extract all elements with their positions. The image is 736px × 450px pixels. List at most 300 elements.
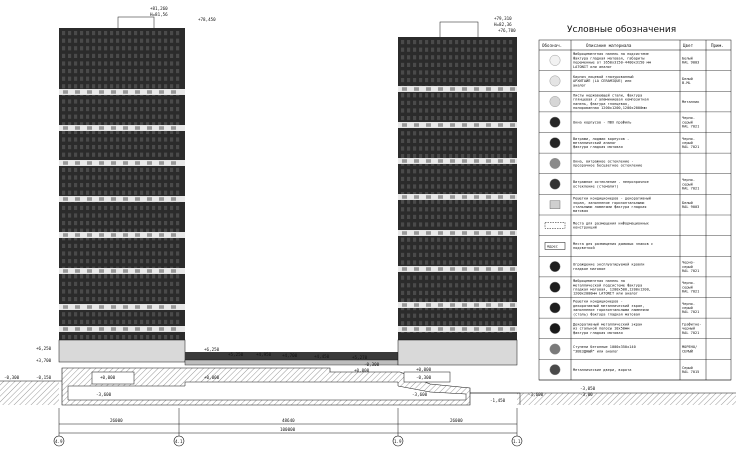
facade-window (437, 314, 440, 318)
facade-window (491, 260, 494, 264)
level-pod-4450: +4,450 (314, 354, 330, 359)
facade-window (461, 139, 464, 143)
facade-window (419, 146, 422, 150)
facade-window (122, 69, 125, 73)
facade-window (449, 222, 452, 226)
facade-window (128, 61, 131, 65)
facade-window (110, 213, 113, 217)
facade-window (92, 251, 95, 255)
facade-window (401, 184, 404, 188)
facade-window (128, 206, 131, 210)
facade-window (503, 169, 506, 173)
facade-window (479, 40, 482, 44)
facade-window (122, 259, 125, 263)
facade-window (92, 145, 95, 149)
facade-window (116, 297, 119, 301)
facade-window (122, 251, 125, 255)
facade-window (407, 63, 410, 67)
facade-window (473, 108, 476, 112)
facade-window (86, 244, 89, 248)
facade-window (140, 39, 143, 43)
facade-window (104, 335, 107, 339)
facade-window (140, 259, 143, 263)
facade-window (503, 207, 506, 211)
facade-window (170, 221, 173, 225)
facade-window (509, 184, 512, 188)
facade-window (455, 253, 458, 257)
facade-window (164, 175, 167, 179)
facade-window (413, 253, 416, 257)
facade-window (503, 78, 506, 82)
band-window (63, 269, 68, 273)
facade-window (134, 145, 137, 149)
legend-description: Решетки кондиционеров - (573, 299, 623, 304)
facade-window (62, 221, 65, 225)
band-window (171, 126, 176, 130)
facade-window (449, 184, 452, 188)
facade-window (98, 54, 101, 58)
facade-window (74, 145, 77, 149)
facade-window (170, 153, 173, 157)
facade-window (116, 259, 119, 263)
facade-window (158, 69, 161, 73)
facade-window (461, 253, 464, 257)
facade-window (479, 184, 482, 188)
facade-window (74, 297, 77, 301)
band-window (63, 305, 68, 309)
facade-window (455, 222, 458, 226)
facade-window (401, 321, 404, 325)
facade-window (455, 200, 458, 204)
facade-window (80, 251, 83, 255)
ground-hatch-left (0, 381, 59, 405)
facade-window (164, 84, 167, 88)
band-window (87, 126, 92, 130)
axis-marker-2 (174, 436, 184, 446)
facade-window (401, 40, 404, 44)
facade-window (479, 154, 482, 158)
facade-window (509, 108, 512, 112)
facade-window (74, 69, 77, 73)
facade-window (485, 101, 488, 105)
facade-window (80, 297, 83, 301)
facade-window (92, 282, 95, 286)
facade-window (497, 101, 500, 105)
band-window (510, 303, 515, 307)
facade-window (152, 244, 155, 248)
facade-window (176, 145, 179, 149)
facade-window (485, 116, 488, 120)
facade-window (62, 115, 65, 119)
facade-window (503, 314, 506, 318)
facade-window (443, 238, 446, 242)
facade-window (419, 184, 422, 188)
legend-color: МОРЕНО/ (682, 345, 698, 350)
facade-window (419, 78, 422, 82)
band-window (99, 327, 104, 331)
facade-window (497, 63, 500, 67)
facade-window (491, 298, 494, 302)
facade-window (170, 274, 173, 278)
facade-window (62, 69, 65, 73)
band-window (426, 231, 431, 235)
facade-window (62, 259, 65, 263)
facade-window (491, 238, 494, 242)
band-window (462, 87, 467, 91)
facade-window (128, 153, 131, 157)
facade-window (104, 320, 107, 324)
legend-symbol-dark-circle (550, 303, 560, 313)
facade-window (74, 61, 77, 65)
facade-window (431, 314, 434, 318)
facade-window (68, 191, 71, 195)
facade-window (461, 169, 464, 173)
facade-window (92, 244, 95, 248)
facade-window (80, 137, 83, 141)
facade-window (128, 168, 131, 172)
facade-window (92, 54, 95, 58)
facade-window (110, 107, 113, 111)
facade-window (467, 48, 470, 52)
facade-window (80, 107, 83, 111)
facade-window (491, 154, 494, 158)
facade-window (449, 93, 452, 97)
facade-window (401, 48, 404, 52)
facade-window (419, 131, 422, 135)
band-window (414, 303, 419, 307)
facade-window (134, 31, 137, 35)
facade-window (401, 200, 404, 204)
facade-window (68, 282, 71, 286)
facade-window (479, 70, 482, 74)
facade-window (98, 289, 101, 293)
facade-window (80, 191, 83, 195)
facade-window (164, 206, 167, 210)
facade-window (134, 289, 137, 293)
facade-window (158, 137, 161, 141)
facade-window (449, 207, 452, 211)
facade-window (413, 276, 416, 280)
facade-window (449, 48, 452, 52)
facade-window (437, 63, 440, 67)
facade-window (419, 48, 422, 52)
facade-window (497, 222, 500, 226)
legend-color: серый (682, 120, 693, 125)
facade-window (110, 320, 113, 324)
facade-window (122, 320, 125, 324)
facade-window (479, 314, 482, 318)
facade-window (92, 206, 95, 210)
level-left-parapet: +78,450 (198, 17, 216, 22)
facade-window (164, 168, 167, 172)
facade-window (122, 274, 125, 278)
legend-symbol-grey-circle (550, 96, 560, 106)
facade-window (461, 116, 464, 120)
legend-description: матовая (573, 209, 589, 214)
facade-window (509, 245, 512, 249)
facade-window (425, 177, 428, 181)
facade-window (92, 84, 95, 88)
facade-window (158, 115, 161, 119)
facade-window (473, 291, 476, 295)
facade-window (116, 99, 119, 103)
facade-window (461, 207, 464, 211)
facade-window (80, 221, 83, 225)
facade-window (485, 291, 488, 295)
legend-description: полированная 1200х1200,1200х2000мм (573, 106, 647, 111)
facade-window (158, 206, 161, 210)
facade-window (68, 39, 71, 43)
facade-window (116, 191, 119, 195)
facade-window (425, 207, 428, 211)
facade-window (497, 55, 500, 59)
facade-window (503, 253, 506, 257)
facade-window (503, 93, 506, 97)
facade-window (122, 153, 125, 157)
facade-window (443, 314, 446, 318)
facade-window (68, 137, 71, 141)
facade-window (509, 222, 512, 226)
band-window (135, 126, 140, 130)
facade-window (431, 222, 434, 226)
facade-window (74, 320, 77, 324)
facade-window (419, 177, 422, 181)
legend-color: Черно- (682, 178, 695, 183)
facade-window (485, 78, 488, 82)
facade-window (467, 154, 470, 158)
facade-window (437, 70, 440, 74)
facade-window (164, 115, 167, 119)
facade-window (407, 298, 410, 302)
facade-window (419, 101, 422, 105)
facade-window (110, 39, 113, 43)
facade-window (407, 283, 410, 287)
facade-window (455, 177, 458, 181)
legend-color: Белый (682, 77, 693, 82)
facade-window (134, 107, 137, 111)
band-window (498, 123, 503, 127)
facade-window (140, 137, 143, 141)
facade-window (455, 108, 458, 112)
facade-window (419, 253, 422, 257)
facade-window (140, 107, 143, 111)
facade-window (104, 191, 107, 195)
facade-window (74, 274, 77, 278)
facade-window (467, 169, 470, 173)
facade-window (122, 297, 125, 301)
band-window (438, 195, 443, 199)
facade-window (401, 253, 404, 257)
facade-window (491, 177, 494, 181)
facade-window (431, 207, 434, 211)
podium-right-block (398, 340, 517, 365)
facade-window (473, 283, 476, 287)
facade-window (461, 184, 464, 188)
facade-window (80, 289, 83, 293)
band-window (450, 123, 455, 127)
facade-window (86, 39, 89, 43)
facade-window (92, 69, 95, 73)
facade-window (146, 244, 149, 248)
facade-window (62, 244, 65, 248)
facade-window (170, 312, 173, 316)
facade-window (443, 298, 446, 302)
facade-window (122, 54, 125, 58)
facade-window (122, 137, 125, 141)
facade-window (491, 55, 494, 59)
band-window (135, 161, 140, 165)
facade-window (503, 238, 506, 242)
band-window (171, 161, 176, 165)
facade-window (116, 320, 119, 324)
facade-window (86, 213, 89, 217)
facade-window (467, 298, 470, 302)
legend-color: RAL 7021 (682, 289, 700, 294)
facade-window (86, 168, 89, 172)
facade-window (110, 84, 113, 88)
legend-description: переменные от 1650х3150-4400х3150 мм (573, 60, 651, 65)
facade-window (104, 259, 107, 263)
facade-window (443, 245, 446, 249)
facade-window (110, 54, 113, 58)
band-window (75, 161, 80, 165)
band-window (135, 327, 140, 331)
facade-window (497, 70, 500, 74)
facade-window (503, 154, 506, 158)
facade-window (104, 274, 107, 278)
facade-window (509, 101, 512, 105)
facade-window (146, 259, 149, 263)
facade-window (134, 115, 137, 119)
facade-window (437, 276, 440, 280)
facade-window (128, 183, 131, 187)
legend-color: RAL 7021 (682, 186, 700, 191)
facade-window (170, 183, 173, 187)
facade-window (461, 314, 464, 318)
facade-window (485, 48, 488, 52)
facade-window (485, 260, 488, 264)
level-pod-6250: +6,250 (204, 347, 220, 352)
facade-window (455, 93, 458, 97)
facade-window (176, 137, 179, 141)
facade-window (413, 200, 416, 204)
facade-window (503, 321, 506, 325)
legend-color: СЕРЫЙ (682, 349, 693, 354)
facade-window (176, 320, 179, 324)
facade-window (68, 183, 71, 187)
facade-window (497, 298, 500, 302)
facade-window (485, 70, 488, 74)
facade-window (92, 46, 95, 50)
band-window (414, 123, 419, 127)
facade-window (425, 169, 428, 173)
facade-window (146, 115, 149, 119)
facade-window (497, 200, 500, 204)
facade-window (443, 101, 446, 105)
facade-window (503, 70, 506, 74)
legend-description: аналог (573, 83, 586, 88)
band-window (99, 197, 104, 201)
facade-window (134, 206, 137, 210)
facade-window (74, 191, 77, 195)
facade-window (170, 107, 173, 111)
facade-window (419, 245, 422, 249)
facade-window (473, 146, 476, 150)
band-window (486, 123, 491, 127)
facade-window (146, 84, 149, 88)
svg-text:4.9: 4.9 (55, 439, 63, 444)
facade-window (98, 31, 101, 35)
facade-window (110, 61, 113, 65)
facade-window (503, 146, 506, 150)
facade-window (110, 335, 113, 339)
facade-window (413, 116, 416, 120)
band-window (111, 233, 116, 237)
level-right-3600: -3,600 (412, 392, 428, 397)
facade-window (98, 335, 101, 339)
facade-window (461, 108, 464, 112)
facade-window (413, 78, 416, 82)
legend-description: фактура гладкая матовая (573, 330, 623, 335)
facade-window (134, 153, 137, 157)
band-window (438, 267, 443, 271)
facade-window (473, 154, 476, 158)
facade-window (158, 320, 161, 324)
facade-window (401, 177, 404, 181)
facade-window (503, 40, 506, 44)
facade-window (80, 312, 83, 316)
band-window (510, 123, 515, 127)
facade-window (128, 115, 131, 119)
facade-window (122, 115, 125, 119)
facade-window (86, 54, 89, 58)
band-window (159, 269, 164, 273)
facade-window (413, 222, 416, 226)
facade-window (497, 321, 500, 325)
facade-window (461, 55, 464, 59)
facade-window (467, 215, 470, 219)
facade-window (479, 291, 482, 295)
facade-window (491, 184, 494, 188)
facade-window (449, 116, 452, 120)
facade-window (443, 253, 446, 257)
facade-window (74, 46, 77, 50)
facade-window (146, 289, 149, 293)
facade-window (485, 200, 488, 204)
facade-window (158, 297, 161, 301)
facade-window (170, 168, 173, 172)
legend-color: серый (682, 182, 693, 187)
legend-description: гладкое матовое (573, 266, 606, 271)
facade-window (473, 200, 476, 204)
facade-window (449, 101, 452, 105)
facade-window (104, 312, 107, 316)
band-window (510, 267, 515, 271)
facade-window (425, 238, 428, 242)
level-pod-4700: +4,700 (282, 353, 298, 358)
facade-window (503, 55, 506, 59)
facade-window (425, 200, 428, 204)
band-window (498, 159, 503, 163)
tower-right-roof-box (440, 22, 478, 38)
facade-window (152, 137, 155, 141)
facade-window (110, 31, 113, 35)
band-window (474, 303, 479, 307)
band-window (63, 233, 68, 237)
facade-window (497, 139, 500, 143)
facade-window (473, 40, 476, 44)
facade-window (86, 175, 89, 179)
